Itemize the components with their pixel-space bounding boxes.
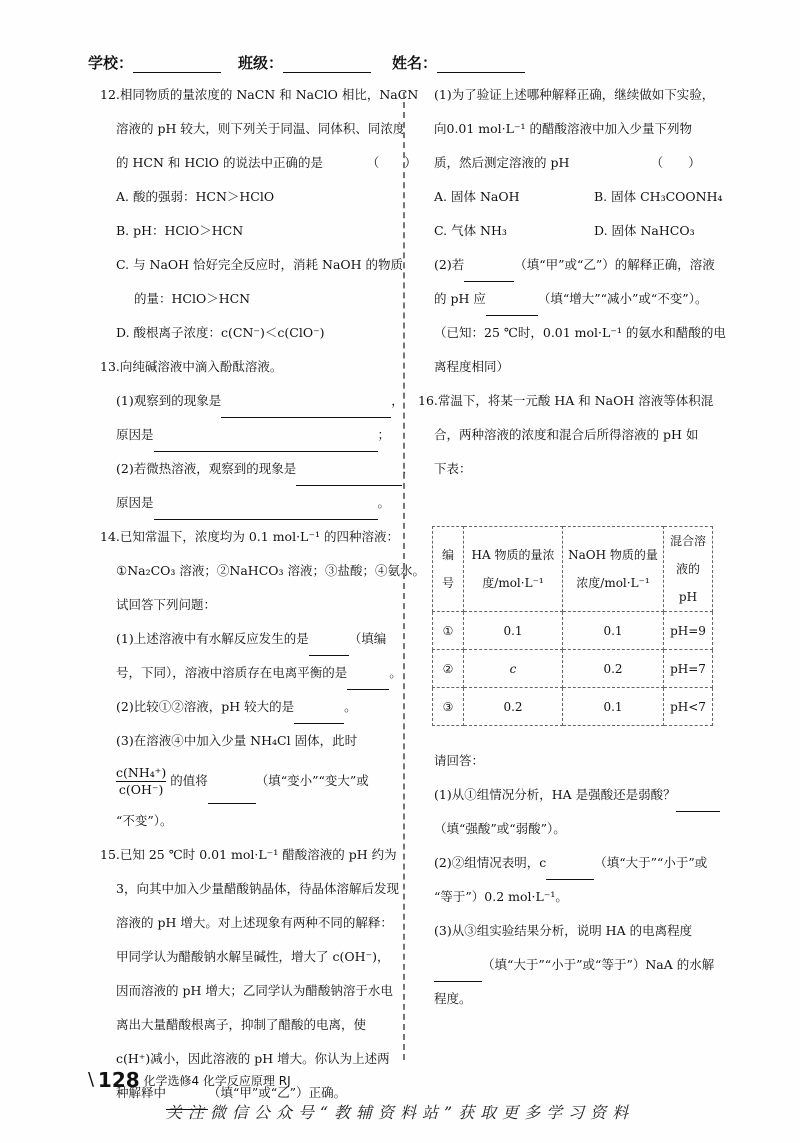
q13-part2-text: (2)若微热溶液，观察到的现象是 xyxy=(116,461,297,476)
cell-ha: 0.2 xyxy=(464,688,563,726)
q16-part3-cont xyxy=(418,948,723,982)
q15-line8-text: 种解释中 xyxy=(116,1085,167,1100)
answer-blank xyxy=(208,803,256,804)
q15-line7: c(H⁺)减小，因此溶液的 pH 增大。你认为上述两 xyxy=(116,1051,390,1066)
q12-line2: 溶液的 pH 较大，则下列关于同温、同体积、同浓度 xyxy=(116,121,406,136)
q15-note2: 离程度相同） xyxy=(434,359,510,374)
column-divider xyxy=(403,92,405,1060)
q12-option-d: D. 酸根离子浓度：c(CN⁻)＜c(ClO⁻) xyxy=(116,325,325,340)
q15-option-b: B. 固体 CH₃COONH₄ xyxy=(594,189,723,204)
q15-sub2-text: (2)若 xyxy=(434,257,465,272)
q15-options-ab xyxy=(418,180,723,214)
q15-sub2-cont xyxy=(418,282,723,316)
q14-part2-text: (2)比较①②溶液，pH 较大的是 xyxy=(116,699,295,714)
q15-option-c: C. 气体 NH₃ xyxy=(434,223,507,238)
q15-option-d: D. 固体 NaHCO₃ xyxy=(594,223,695,238)
q13-part1: (1)观察到的现象是 ， xyxy=(100,384,390,418)
q16-line1: 16.常温下，将某一元酸 HA 和 NaOH 溶液等体积混 xyxy=(418,393,714,408)
q16-part1 xyxy=(418,778,723,812)
q13-part2: (2)若微热溶液，观察到的现象是 ， xyxy=(100,452,390,486)
q14-part3: (3)在溶液④中加入少量 NH₄Cl 固体，此时 xyxy=(116,733,358,748)
q16-line2: 合，两种溶液的浓度和混合后所得溶液的 pH 如 xyxy=(434,427,699,442)
class-field xyxy=(238,52,371,73)
book-title: 化学选修4 化学反应原理 RJ xyxy=(143,1074,291,1088)
header-ph-l1: 混合溶 xyxy=(669,534,706,548)
name-field xyxy=(392,52,525,73)
q16-part1-text: (1)从①组情况分析，HA 是强酸还是弱酸？ xyxy=(434,787,676,802)
q15-line1: 15.已知 25 ℃时 0.01 mol·L⁻¹ 醋酸溶液的 pH 约为 xyxy=(100,847,397,862)
header-naoh-l1: NaOH 物质的量 xyxy=(568,548,658,562)
header-id: 编号 xyxy=(433,527,464,612)
q14-title: 14.已知常温下，浓度均为 0.1 mol·L⁻¹ 的四种溶液： xyxy=(100,529,399,544)
cell-ha: c xyxy=(464,650,563,688)
cell-id: ① xyxy=(433,612,464,650)
q12-line1: 12.相同物质的量浓度的 NaCN 和 NaClO 相比，NaCN xyxy=(100,87,419,102)
school-field xyxy=(88,52,221,73)
q16-part3-hint: （填“大于”“小于”或“等于”）NaA 的水解 xyxy=(482,957,715,972)
q16-part2 xyxy=(418,846,723,880)
q15-note1: （已知：25 ℃时，0.01 mol·L⁻¹ 的氨水和醋酸的电 xyxy=(434,325,726,340)
q16-part2-cont: “等于”）0.2 mol·L⁻¹。 xyxy=(434,889,568,904)
table-row xyxy=(433,650,713,688)
q13-reason1-text: 原因是 xyxy=(116,427,154,442)
header-ha-l1: HA 物质的量浓 xyxy=(471,548,555,562)
q15-option-a: A. 固体 NaOH xyxy=(434,189,520,204)
header-naoh-l2: 浓度/mol·L⁻¹ xyxy=(576,576,650,590)
q15-line6: 离出大量醋酸根离子，抑制了醋酸的电离，使 xyxy=(116,1017,367,1032)
q15-line4: 甲同学认为醋酸钠水解呈碱性，增大了 c(OH⁻)， xyxy=(116,949,390,964)
table-row xyxy=(433,688,713,726)
page-footer xyxy=(88,1068,291,1092)
q14-solutions: ①Na₂CO₃ 溶液；②NaHCO₃ 溶液；③盐酸；④氨水。 xyxy=(116,563,425,578)
q15-sub1: (1)为了验证上述哪种解释正确，继续做如下实验， xyxy=(434,87,715,102)
header-naoh xyxy=(563,527,664,612)
cell-ph: pH<7 xyxy=(664,688,713,726)
q14-part3-fraction-line xyxy=(100,758,390,804)
q13-reason2: 原因是 。 xyxy=(100,486,390,520)
q14-part3-end: “不变”）。 xyxy=(116,813,173,828)
header-ha xyxy=(464,527,563,612)
q16-part3: (3)从③组实验结果分析，说明 HA 的电离程度 xyxy=(434,923,693,938)
cell-naoh: 0.2 xyxy=(563,650,664,688)
q15-sub2 xyxy=(418,248,723,282)
q14-part2: (2)比较①②溶液，pH 较大的是 。 xyxy=(100,690,390,724)
cell-id: ② xyxy=(433,650,464,688)
q15-sub1-line3: 质，然后测定溶液的 pH （ ） xyxy=(434,155,701,170)
q14-prompt: 试回答下列问题： xyxy=(116,597,217,612)
table-row xyxy=(433,612,713,650)
data-table-wrap xyxy=(432,526,713,726)
page-number: 128 xyxy=(97,1068,140,1092)
q13-reason1: 原因是 ； xyxy=(100,418,390,452)
school-blank xyxy=(133,72,221,73)
cell-naoh: 0.1 xyxy=(563,688,664,726)
q15-line2: 3，向其中加入少量醋酸钠晶体，待晶体溶解后发现 xyxy=(116,881,399,896)
wechat-slogan: 关注微信公众号“教辅资料站”获取更多学习资料 xyxy=(165,1103,635,1122)
q14-part3-text: 的值将 xyxy=(170,773,208,788)
q15-line3: 溶液的 pH 增大。对上述现象有两种不同的解释： xyxy=(116,915,393,930)
cell-ph: pH=7 xyxy=(664,650,713,688)
q14-part1 xyxy=(100,622,390,656)
q16-part1-hint: （填“强酸”或“弱酸”）。 xyxy=(434,821,566,836)
q16-part2-hint: （填“大于”“小于”或 xyxy=(594,855,708,870)
q15-line5: 因而溶液的 pH 增大；乙同学认为醋酸钠溶于水电 xyxy=(116,983,393,998)
q16-prompt: 请回答： xyxy=(434,753,485,768)
q12-option-c: C. 与 NaOH 恰好完全反应时，消耗 NaOH 的物质 xyxy=(116,257,404,272)
cell-ha: 0.1 xyxy=(464,612,563,650)
q14-part1-text: (1)上述溶液中有水解反应发生的是 xyxy=(116,631,309,646)
school-label: 学校： xyxy=(88,54,134,72)
cell-id: ③ xyxy=(433,688,464,726)
header-ph xyxy=(664,527,713,612)
q15-sub2-hint: （填“甲”或“乙”）的解释正确，溶液 xyxy=(514,257,715,272)
q15-sub2-cont-hint: （填“增大”“减小”或“不变”）。 xyxy=(537,291,708,306)
q16-part2-text: (2)②组情况表明，c xyxy=(434,855,547,870)
q15-options-cd xyxy=(418,214,723,248)
right-column-lower xyxy=(418,744,723,1016)
q16-line3: 下表： xyxy=(434,461,472,476)
right-column xyxy=(418,78,726,486)
footer-slash: \ xyxy=(88,1069,95,1090)
header-ph-l2: 液的 pH xyxy=(675,562,700,604)
q13-part1-text: (1)观察到的现象是 xyxy=(116,393,222,408)
q14-part1-cont xyxy=(100,656,402,690)
q13-reason2-text: 原因是 xyxy=(116,495,154,510)
cell-naoh: 0.1 xyxy=(563,612,664,650)
q14-part3-hint: （填“变小”“变大”或 xyxy=(255,773,369,788)
q16-part3-end: 程度。 xyxy=(434,991,472,1006)
q14-period: 。 xyxy=(389,665,402,680)
data-table xyxy=(432,526,713,726)
q12-option-b: B. pH：HClO＞HCN xyxy=(116,223,244,238)
q12-option-c-cont: 的量：HClO＞HCN xyxy=(134,291,251,306)
q12-option-a: A. 酸的强弱：HCN＞HClO xyxy=(116,189,275,204)
class-label: 班级： xyxy=(238,54,284,72)
cell-ph: pH=9 xyxy=(664,612,713,650)
q13-title: 13.向纯碱溶液中滴入酚酞溶液。 xyxy=(100,359,283,374)
header-ha-l2: 度/mol·L⁻¹ xyxy=(482,576,544,590)
ratio-fraction xyxy=(116,765,166,798)
q14-part1-hint: （填编 xyxy=(348,631,387,646)
fraction-numerator: c(NH₄⁺) xyxy=(116,765,167,780)
left-column xyxy=(97,78,425,1110)
class-blank xyxy=(283,72,371,73)
name-label: 姓名： xyxy=(392,54,438,72)
q15-sub2-cont-text: 的 pH 应 xyxy=(434,291,486,306)
q15-line8-hint: （填“甲”或“乙”）正确。 xyxy=(208,1085,347,1100)
q12-line3: 的 HCN 和 HClO 的说法中正确的是 （ ） xyxy=(116,155,417,170)
fraction-denominator: c(OH⁻) xyxy=(118,782,164,797)
answer-blank xyxy=(676,811,720,812)
name-blank xyxy=(437,72,525,73)
q15-sub1-line2: 向0.01 mol·L⁻¹ 的醋酸溶液中加入少量下列物 xyxy=(434,121,693,136)
q14-part1-cont-text: 号，下同），溶液中溶质存在电离平衡的是 xyxy=(116,665,348,680)
